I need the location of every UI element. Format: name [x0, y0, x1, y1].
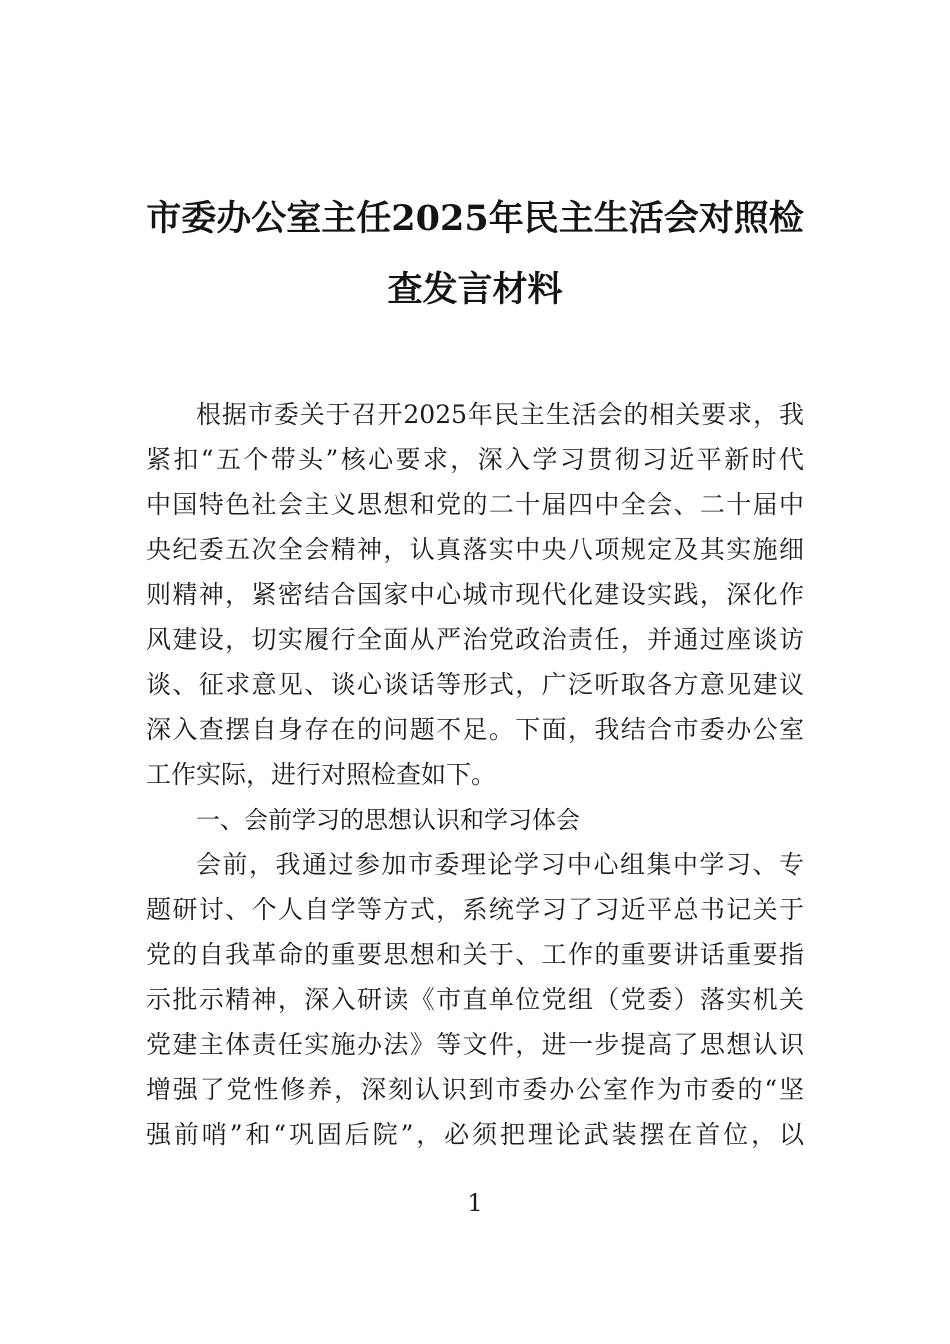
- page-number: 1: [467, 1189, 483, 1217]
- paragraph-2-line: 增强了党性修养，深刻认识到市委办公室作为市委的“坚: [146, 1075, 804, 1104]
- paragraph-2-line: 会前，我通过参加市委理论学习中心组集中学习、专: [196, 850, 804, 879]
- paragraph-1-line: 深入查摆自身存在的问题不足。下面，我结合市委办公室: [146, 715, 804, 744]
- section-1-heading: 一、会前学习的思想认识和学习体会: [196, 806, 580, 834]
- document-title-line-2: 查发言材料: [387, 269, 563, 310]
- paragraph-1-line: 中国特色社会主义思想和党的二十届四中全会、二十届中: [146, 490, 804, 519]
- paragraph-1-line: 根据市委关于召开2025年民主生活会的相关要求，我: [196, 400, 804, 429]
- paragraph-2-line: 题研讨、个人自学等方式，系统学习了习近平总书记关于: [146, 895, 804, 924]
- paragraph-1-line: 紧扣“五个带头”核心要求，深入学习贯彻习近平新时代: [146, 445, 804, 474]
- paragraph-1-line: 央纪委五次全会精神，认真落实中央八项规定及其实施细: [146, 535, 804, 564]
- paragraph-1-line: 则精神，紧密结合国家中心城市现代化建设实践，深化作: [146, 580, 804, 609]
- paragraph-2-line: 示批示精神，深入研读《市直单位党组（党委）落实机关: [146, 985, 804, 1014]
- paragraph-1-line: 工作实际，进行对照检查如下。: [146, 760, 497, 789]
- paragraph-1-line: 谈、征求意见、谈心谈话等形式，广泛听取各方意见建议: [146, 670, 804, 699]
- paragraph-2-line: 党建主体责任实施办法》等文件，进一步提高了思想认识: [146, 1030, 804, 1059]
- paragraph-2-line: 强前哨”和“巩固后院”，必须把理论武装摆在首位，以: [146, 1120, 804, 1149]
- paragraph-2-line: 党的自我革命的重要思想和关于、工作的重要讲话重要指: [146, 940, 804, 969]
- paragraph-1-line: 风建设，切实履行全面从严治党政治责任，并通过座谈访: [146, 625, 804, 654]
- document-title-line-1: 市委办公室主任2025年民主生活会对照检: [146, 198, 804, 239]
